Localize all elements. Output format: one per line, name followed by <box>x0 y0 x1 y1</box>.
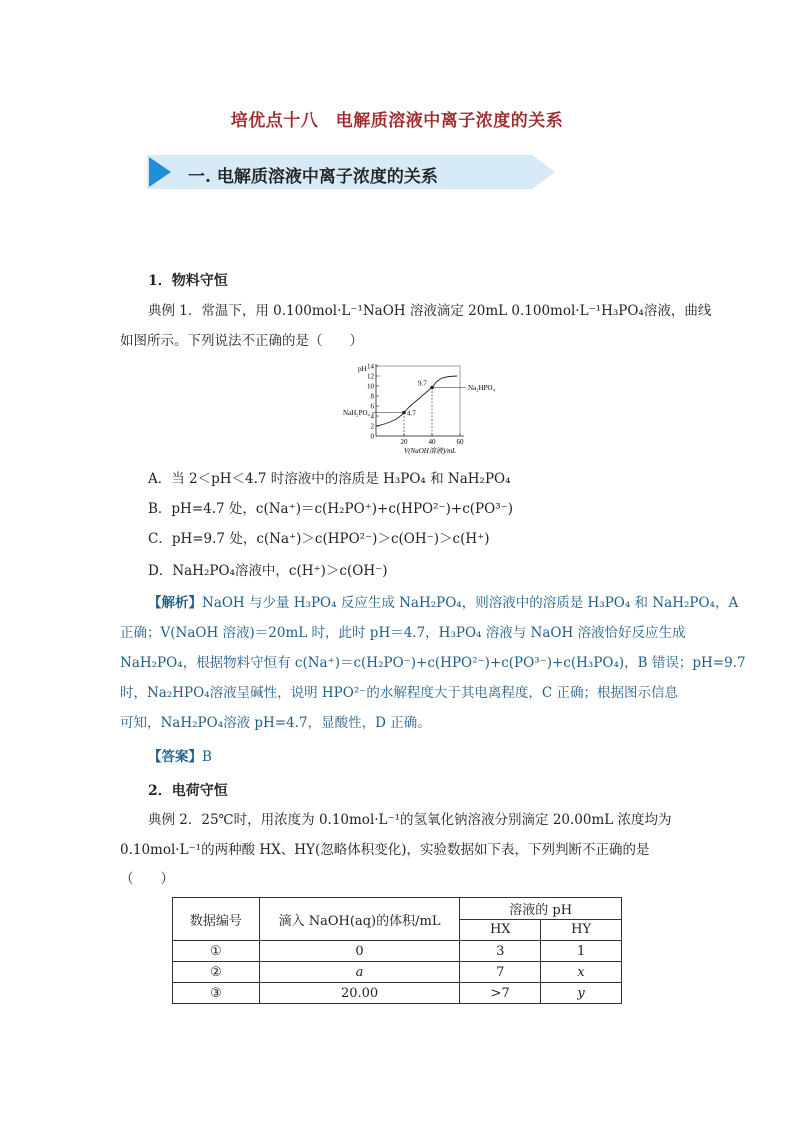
analysis-line-5: 可知，NaH₂PO₄溶液 pH=4.7，显酸性，D 正确。 <box>120 715 431 731</box>
x-tick-label: 20 <box>400 438 408 446</box>
question1-line1: 典例 1．常温下，用 0.100mol·L⁻¹NaOH 溶液滴定 20mL 0.100mol·L⁻¹H₃PO₄溶液，曲线 <box>148 303 712 319</box>
cell-hx: 7 <box>460 962 541 983</box>
data-table <box>172 897 622 1004</box>
y-tick-label: 12 <box>367 372 374 381</box>
cell-volume: 0 <box>259 941 460 962</box>
table-row <box>173 983 622 1004</box>
page-title: 培优点十八 电解质溶液中离子浓度的关系 <box>230 111 564 131</box>
point-label-9-7: 9.7 <box>418 379 427 388</box>
question2-line1: 典例 2．25℃时，用浓度为 0.10mol·L⁻¹的氢氧化钠溶液分别滴定 20.00mL 浓度均为 <box>148 812 672 828</box>
answer-line <box>148 742 212 772</box>
header-data-no: 数据编号 <box>173 898 260 941</box>
origin-label: 0 <box>370 432 374 441</box>
header-hy: HY <box>541 919 622 941</box>
x-axis-label: V(NaOH溶液)/mL <box>403 447 457 455</box>
table-row <box>173 962 622 983</box>
answer-label: 【答案】 <box>148 749 202 765</box>
cell-hy: y <box>541 983 622 1004</box>
y-tick-label: 6 <box>370 402 374 411</box>
option-c: C．pH=9.7 处，c(Na⁺)＞c(HPO²⁻)＞c(OH⁻)＞c(H⁺) <box>148 531 490 547</box>
header-ph: 溶液的 pH <box>460 898 622 920</box>
point-label-4-7: 4.7 <box>407 409 416 418</box>
cell-volume: a <box>259 962 460 983</box>
option-b: B．pH=4.7 处，c(Na⁺)＝c(H₂PO⁺)+c(HPO²⁻)+c(PO³⁻) <box>148 501 514 517</box>
option-a: A．当 2＜pH＜4.7 时溶液中的溶质是 H₃PO₄ 和 NaH₂PO₄ <box>148 471 511 487</box>
titration-chart <box>310 358 496 458</box>
table-row <box>173 941 622 962</box>
nah2po4-label: NaH₂PO₄ <box>342 409 370 417</box>
y-tick-label: 4 <box>370 412 374 421</box>
titration-curve <box>376 376 457 426</box>
cell-hy: 1 <box>541 941 622 962</box>
x-tick-label: 60 <box>456 438 464 446</box>
y-tick-label: 2 <box>370 422 374 431</box>
analysis-line-3: NaH₂PO₄，根据物料守恒有 c(Na⁺)＝c(H₂PO⁻)+c(HPO²⁻)+c(PO³⁻)+c(H₃PO₄)，B 错误；pH=9.7 <box>120 655 746 671</box>
analysis-line-4: 时，Na₂HPO₄溶液呈碱性，说明 HPO²⁻的水解程度大于其电离程度，C 正确；根据图示信息 <box>120 685 678 701</box>
cell-hx: >7 <box>460 983 541 1004</box>
part2-heading: 2．电荷守恒 <box>148 783 228 799</box>
y-tick-label: 8 <box>370 392 374 401</box>
header-hx: HX <box>460 919 541 941</box>
cell-hx: 3 <box>460 941 541 962</box>
analysis-line-1 <box>148 588 738 618</box>
cell-volume: 20.00 <box>259 983 460 1004</box>
analysis-text-1: NaOH 与少量 H₃PO₄ 反应生成 NaH₂PO₄，则溶液中的溶质是 H₃PO₄ 和 NaH₂PO₄，A <box>202 595 739 611</box>
option-d: D．NaH₂PO₄溶液中，c(H⁺)＞c(OH⁻) <box>148 563 388 579</box>
cell-hy: x <box>541 962 622 983</box>
answer-value: B <box>202 749 212 765</box>
analysis-line-2: 正确；V(NaOH 溶液)＝20mL 时，此时 pH＝4.7，H₃PO₄ 溶液与 NaOH 溶液恰好反应生成 <box>120 625 686 641</box>
y-tick-label: 10 <box>367 382 374 391</box>
y-axis-label: pH <box>358 365 367 373</box>
analysis-label: 【解析】 <box>148 595 202 611</box>
na2hpo4-label: Na₂HPO₄ <box>468 384 496 392</box>
cell-no: ③ <box>173 983 260 1004</box>
part1-heading: 1．物料守恒 <box>148 273 228 289</box>
y-tick-label: 14 <box>367 362 374 371</box>
cell-no: ② <box>173 962 260 983</box>
question2-line2: 0.10mol·L⁻¹的两种酸 HX、HY(忽略体积变化)，实验数据如下表，下列判断不正确的是 <box>120 842 650 858</box>
question1-line2: 如图所示。下列说法不正确的是（ ） <box>120 333 363 349</box>
cell-no: ① <box>173 941 260 962</box>
x-tick-label: 40 <box>428 438 436 446</box>
header-naoh-volume: 滴入 NaOH(aq)的体积/mL <box>259 898 460 941</box>
section-heading: 一. 电解质溶液中离子浓度的关系 <box>188 167 438 187</box>
question2-line3: （ ） <box>120 871 174 887</box>
